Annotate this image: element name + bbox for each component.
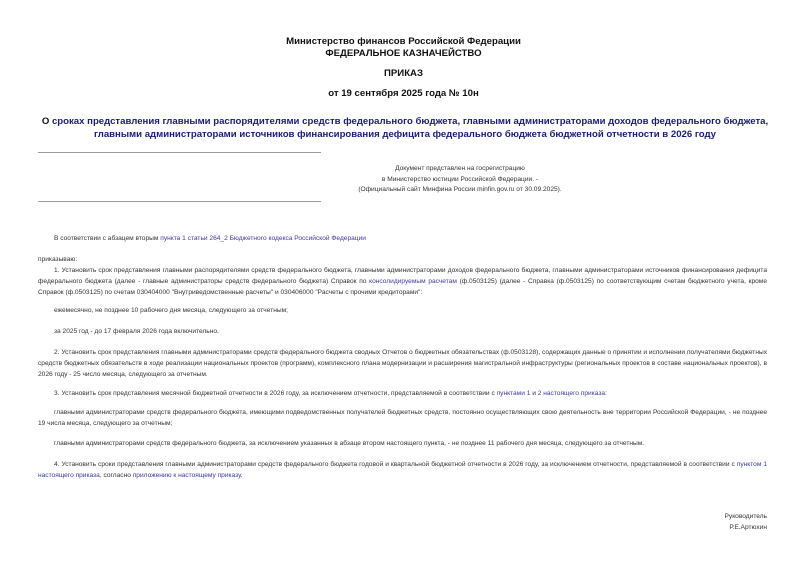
- link-items-1[interactable]: пунктами 1: [496, 390, 531, 397]
- signature-block: [725, 512, 767, 533]
- order-word: приказываю:: [38, 256, 78, 263]
- ministry-name: Министерство финансов Российской Федерации: [286, 36, 521, 47]
- registration-line-2: в Министерство юстиции Российской Федерации. -: [381, 175, 539, 183]
- divider-bottom: [38, 201, 321, 202]
- registration-line-3: (Официальный сайт Минфина России minfin.gov.ru от 30.09.2025).: [358, 186, 562, 193]
- p1-text-a: 1. Установить срок представления главными распорядителями средств федерального бюджета, главными администраторами доходов федерального бюджета, главными администраторами источников финансирования дефицита федерального бюджета (далее - главные администраторы средств федерального бюджета) Справок по: [38, 267, 767, 285]
- paragraph-1: [38, 265, 767, 298]
- signature-position: Руководитель: [724, 513, 767, 520]
- paragraph-1-monthly: ежемесячно, не позднее 10 рабочего дня месяца, следующего за отчетным;: [54, 307, 288, 314]
- paragraph-3-sub-2: главными администраторами средств федерального бюджета, за исключением указанных в абзаце втором настоящего пункта, - не позднее 11 рабочего дня месяца, следующего за отчетным.: [54, 440, 645, 447]
- paragraph-3: [38, 388, 767, 399]
- p3-end: :: [605, 390, 607, 397]
- link-appendix[interactable]: приложению к настоящему приказу: [132, 472, 241, 479]
- paragraph-4: [38, 459, 767, 481]
- link-budget-code[interactable]: пункта 1 статьи 264_2 Бюджетного кодекса Российской Федерации: [160, 235, 366, 242]
- intro-paragraph: [38, 233, 767, 244]
- p4-end: .: [240, 472, 243, 479]
- p3-and: и: [530, 390, 538, 397]
- intro-text: В соответствии с абзацем вторым: [54, 235, 161, 242]
- paragraph-3-sub-1: главными администраторами средств федерального бюджета, имеющими подведомственных получателей бюджетных средств, постоянно осуществляющих свою деятельность вне территории Российской Федерации, - не позднее 19 числа месяца, следующего за отчетным;: [38, 409, 767, 427]
- link-item-1-order[interactable]: пунктом 1 настоящего приказа: [38, 461, 767, 479]
- paragraph-1-annual: за 2025 год - до 17 февраля 2026 года включительно.: [54, 328, 219, 335]
- doc-title: [30, 115, 780, 141]
- link-consolidated-settlements[interactable]: консолидируемым расчетам: [369, 278, 457, 285]
- registration-note: [280, 164, 640, 196]
- title-prefix: О: [41, 116, 52, 127]
- paragraph-2: 2. Установить срок представления главными администраторами средств федерального бюджета сводных Отчетов о бюджетных обязательствах (ф.0503128), содержащих данные о принятии и исполнении получателями бюджетных средств бюджетных обязательств в ходе реализации национальных проектов (программ), комплексного плана модернизации и расширения магистральной инфраструктуры (региональных проектов в составе национальных проектов), в 2026 году - 25 число месяца, следующего за отчетным.: [38, 349, 767, 378]
- p3-text: 3. Установить срок представления месячной бюджетной отчетности в 2026 году, за исключением отчетности, представляемой в соответствии с: [54, 390, 497, 397]
- p1-text-b: (ф.0503125) (далее - Справка (ф.0503125) по соответствующим счетам бюджетного учета, кроме Справок (ф.0503125) по счетам 030404000 "Внутриведомственные расчеты" и 030406000 "Расчеты с прочими кредиторами":: [38, 278, 767, 296]
- registration-line-1: Документ представлен на госрегистрацию: [395, 165, 525, 172]
- p4-text: 4. Установить сроки представления главными администраторами средств федерального бюджета годовой и квартальной бюджетной отчетности в 2026 году, за исключением отчетности, представляемой в соответствии с: [54, 461, 737, 468]
- link-item-2[interactable]: 2 настоящего приказа: [537, 390, 606, 397]
- doc-type: ПРИКАЗ: [384, 68, 423, 79]
- title-link[interactable]: сроках представления главными распорядителями средств федерального бюджета, главными администраторами доходов федерального бюджета, главными администраторами источников финансирования дефицита федерального бюджета бюджетной отчетности в 2026 году: [51, 116, 769, 140]
- agency-name: ФЕДЕРАЛЬНОЕ КАЗНАЧЕЙСТВО: [325, 48, 482, 59]
- divider-top: [38, 152, 321, 153]
- doc-date-number: от 19 сентября 2025 года № 10н: [328, 88, 479, 99]
- signature-name: Р.Е.Артюхин: [729, 523, 767, 531]
- p4-mid: , согласно: [99, 472, 133, 479]
